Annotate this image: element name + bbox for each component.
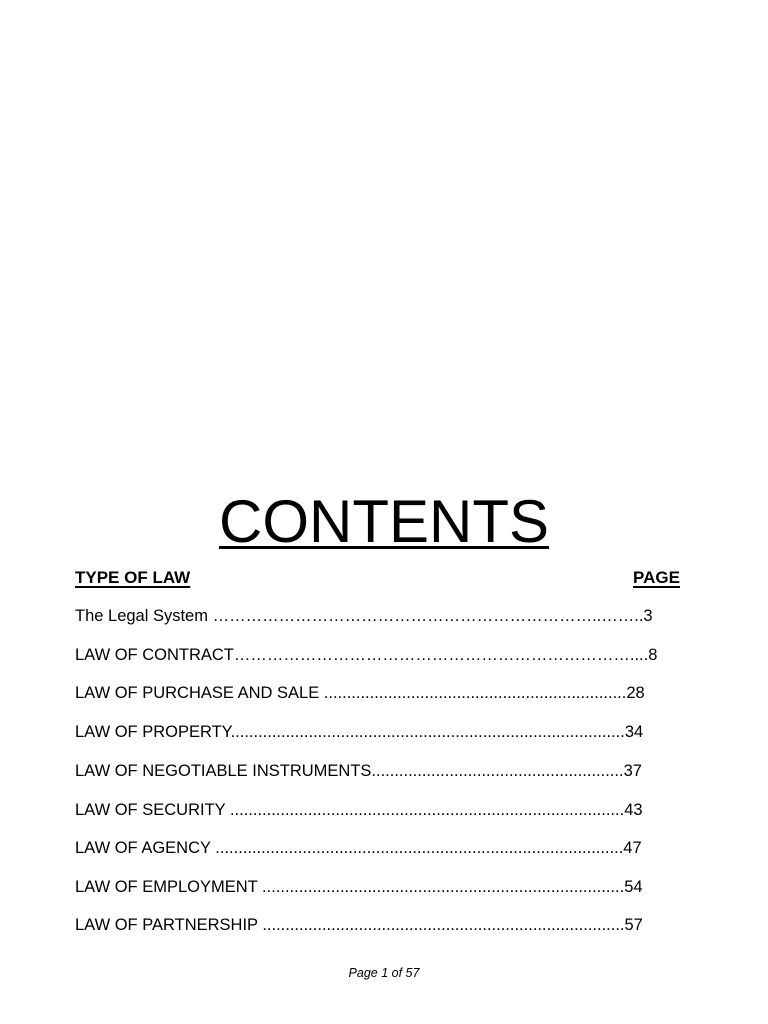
toc-entry-law-of-purchase-and-sale[interactable]	[75, 674, 645, 712]
toc-entry-page-number: 47	[623, 839, 642, 857]
toc-entry-page-number: 54	[624, 878, 643, 896]
toc-entry-page-number: 57	[624, 916, 643, 934]
toc-dot-leader: .......................................................	[371, 762, 624, 780]
column-header-page: PAGE	[633, 568, 680, 587]
page-footer: Page 1 of 57	[348, 966, 420, 980]
toc-entry-law-of-property[interactable]	[75, 713, 643, 751]
toc-dot-leader: ……………………………………………………………..……..	[212, 607, 644, 625]
toc-entry-page-number: 3	[643, 607, 653, 625]
toc-entry-label: The Legal System	[75, 607, 213, 625]
toc-dot-leader: ………………………………………………………………....	[233, 646, 649, 664]
page-title	[0, 486, 768, 558]
toc-entry-label: LAW OF PURCHASE AND SALE	[75, 684, 324, 702]
toc-entry-law-of-partnership[interactable]	[75, 906, 643, 944]
toc-entry-page-number: 43	[624, 801, 643, 819]
toc-entry-legal-system[interactable]	[75, 597, 653, 635]
page-title-text: CONTENTS	[219, 488, 549, 555]
toc-dot-leader: ...............................................................................	[262, 878, 625, 896]
toc-dot-leader: ......................................................................................	[230, 723, 625, 741]
toc-dot-leader: ..................................................................	[323, 684, 627, 702]
toc-entry-label: LAW OF PARTNERSHIP	[75, 916, 263, 934]
toc-entry-page-number: 34	[624, 723, 644, 741]
toc-entry-law-of-agency[interactable]	[75, 829, 642, 867]
column-header-type-of-law: TYPE OF LAW	[75, 568, 191, 587]
toc-entry-label: LAW OF NEGOTIABLE INSTRUMENTS	[75, 762, 372, 780]
toc-entry-page-number: 37	[623, 762, 642, 780]
toc-dot-leader: ...............................................................................	[262, 916, 625, 934]
toc-entry-label: LAW OF PROPERTY	[75, 723, 231, 741]
toc-entry-law-of-security[interactable]	[75, 791, 643, 829]
toc-entry-page-number: 8	[648, 646, 658, 664]
toc-dot-leader: .........................................................................................	[215, 839, 624, 857]
toc-dot-leader: ......................................................................................	[229, 801, 625, 819]
toc-entry-law-of-employment[interactable]	[75, 868, 643, 906]
toc-entry-law-of-negotiable-instruments[interactable]	[75, 752, 642, 790]
toc-entry-law-of-contract[interactable]	[75, 636, 657, 674]
toc-entry-label: LAW OF CONTRACT	[75, 646, 234, 664]
toc-entry-page-number: 28	[626, 684, 645, 702]
toc-entry-label: LAW OF AGENCY	[75, 839, 216, 857]
toc-entry-label: LAW OF SECURITY	[75, 801, 230, 819]
toc-entry-label: LAW OF EMPLOYMENT	[75, 878, 263, 896]
